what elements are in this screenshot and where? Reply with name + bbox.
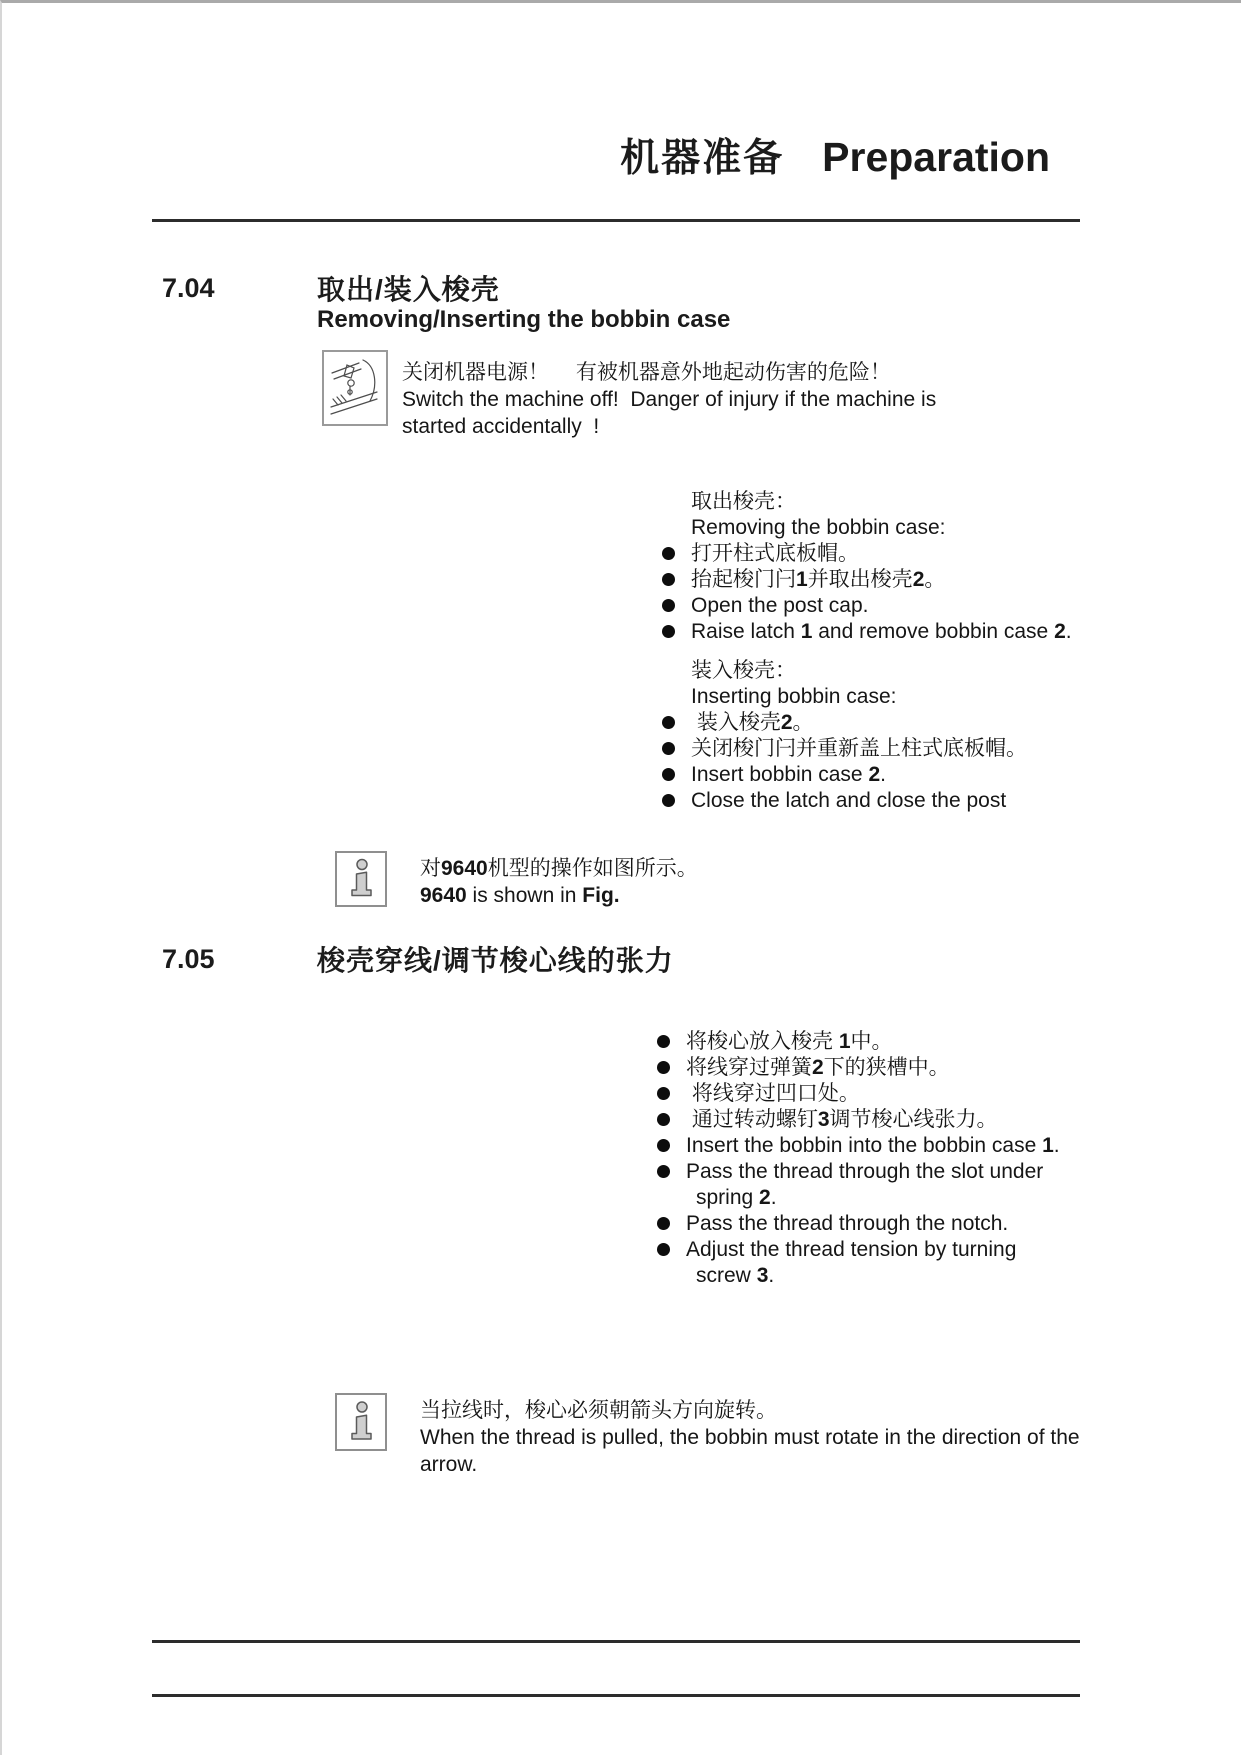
text-line (420, 882, 698, 909)
text-line (657, 1263, 1060, 1289)
text-line (402, 359, 936, 386)
bullet-icon (662, 599, 675, 612)
line-text: 9640 is shown in Fig. (420, 884, 620, 907)
text-line (402, 413, 936, 440)
bullet-icon (657, 1035, 670, 1048)
bullet-icon (662, 716, 675, 729)
line-text: 通过转动螺钉3调节梭心线张力。 (686, 1108, 998, 1131)
section-number-705: 7.05 (162, 944, 215, 974)
bullet-line (657, 1211, 1060, 1237)
bullet-line (662, 593, 1072, 619)
bullet-icon (657, 1165, 670, 1178)
text-line (420, 1424, 1080, 1451)
bullet-icon (657, 1113, 670, 1126)
line-text: 对9640机型的操作如图所示。 (420, 857, 698, 880)
note-9640-text (420, 855, 698, 909)
line-text: Close the latch and close the post (691, 789, 1007, 812)
text-line (657, 1185, 1060, 1211)
line-text: Raise latch 1 and remove bobbin case 2. (691, 620, 1072, 643)
bullet-line (662, 567, 1072, 593)
info-figure (341, 1398, 381, 1446)
inserting-bobbin-list (662, 658, 1027, 814)
line-text: 抬起梭门闩1并取出梭壳2。 (691, 568, 946, 591)
bullet-line (657, 1081, 1060, 1107)
machine-sketch (327, 355, 383, 421)
machine-warning-icon (322, 350, 388, 426)
line-text: 当拉线时，梭心必须朝箭头方向旋转。 (420, 1399, 777, 1422)
bullet-line (662, 762, 1027, 788)
section-title-cn-704: 取出/装入梭壳 (317, 274, 500, 305)
bullet-icon (662, 547, 675, 560)
line-text: screw 3. (696, 1264, 775, 1287)
line-text: 将梭心放入梭壳 1中。 (686, 1030, 893, 1053)
footer-rule-2 (152, 1694, 1080, 1697)
line-text: 取出梭壳： (691, 490, 796, 513)
line-text: spring 2. (696, 1186, 777, 1209)
text-line (402, 386, 936, 413)
line-text: Pass the thread through the notch. (686, 1212, 1009, 1235)
info-icon (335, 1393, 387, 1451)
line-text: 将线穿过凹口处。 (686, 1082, 860, 1105)
line-text: When the thread is pulled, the bobbin must rotate in the direction of the (420, 1426, 1080, 1449)
text-line (420, 855, 698, 882)
section-number-704: 7.04 (162, 273, 215, 303)
line-text: started accidentally ! (402, 415, 600, 438)
line-text: 关闭机器电源！ 有被机器意外地起动伤害的危险！ (402, 361, 891, 384)
line-text: Switch the machine off! Danger of injury if the machine is (402, 388, 937, 411)
bullet-line (657, 1107, 1060, 1133)
warning-text (402, 359, 936, 440)
bullet-icon (657, 1087, 670, 1100)
line-text: Pass the thread through the slot under (686, 1160, 1044, 1183)
bullet-line (657, 1159, 1060, 1185)
line-text: 打开柱式底板帽。 (691, 542, 859, 565)
line-text: 装入梭壳2。 (691, 711, 814, 734)
bullet-line (657, 1133, 1060, 1159)
page-title-cn: 机器准备 (620, 137, 785, 180)
text-line (662, 515, 1072, 541)
line-text: Removing the bobbin case: (691, 516, 946, 539)
text-line (662, 658, 1027, 684)
bullet-icon (657, 1061, 670, 1074)
section-title-cn-705: 梭壳穿线/调节梭心线的张力 (317, 945, 674, 976)
bullet-icon (657, 1243, 670, 1256)
bullet-line (662, 710, 1027, 736)
text-line (420, 1397, 1080, 1424)
text-line (420, 1451, 1080, 1478)
removing-bobbin-list (662, 489, 1072, 645)
text-line (662, 489, 1072, 515)
line-text: Insert the bobbin into the bobbin case 1. (686, 1134, 1060, 1157)
line-text: Insert bobbin case 2. (691, 763, 886, 786)
bullet-icon (662, 625, 675, 638)
header-rule (152, 219, 1080, 222)
line-text: Inserting bobbin case: (691, 685, 897, 708)
bullet-icon (657, 1139, 670, 1152)
bullet-line (662, 788, 1027, 814)
bullet-icon (662, 742, 675, 755)
bullet-icon (662, 768, 675, 781)
line-text: Adjust the thread tension by turning (686, 1238, 1017, 1261)
line-text: 装入梭壳： (691, 659, 796, 682)
info-figure (341, 856, 381, 902)
text-line (662, 684, 1027, 710)
bullet-line (662, 541, 1072, 567)
section-title-en-704: Removing/Inserting the bobbin case (317, 306, 731, 333)
page-title (620, 127, 1050, 183)
info-icon (335, 851, 387, 907)
bullet-line (657, 1237, 1060, 1263)
bullet-line (657, 1055, 1060, 1081)
bullet-line (657, 1029, 1060, 1055)
bullet-icon (657, 1217, 670, 1230)
bullet-icon (662, 573, 675, 586)
line-text: 将线穿过弹簧2下的狭槽中。 (686, 1056, 950, 1079)
bullet-line (662, 619, 1072, 645)
line-text: Open the post cap. (691, 594, 869, 617)
page-title-en: Preparation (822, 134, 1050, 180)
footer-rule-1 (152, 1640, 1080, 1643)
bullet-icon (662, 794, 675, 807)
threading-tension-list (657, 1029, 1060, 1289)
line-text: arrow. (420, 1453, 478, 1476)
note-arrow-text (420, 1397, 1080, 1478)
line-text: 关闭梭门闩并重新盖上柱式底板帽。 (691, 737, 1027, 760)
bullet-line (662, 736, 1027, 762)
